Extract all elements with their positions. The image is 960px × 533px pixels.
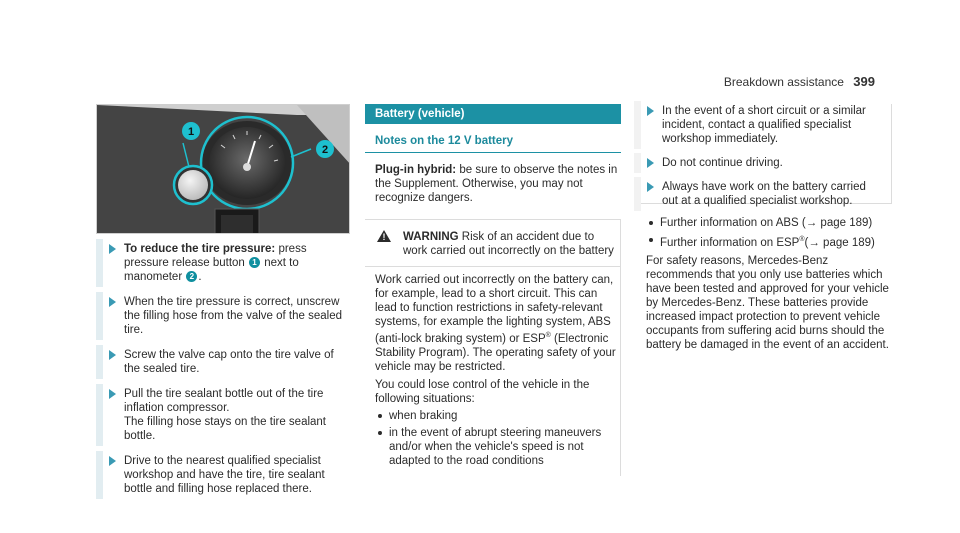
step-arrow-icon <box>109 244 116 254</box>
step-text: In the event of a short circuit or a similar incident, contact a qualified specialist workshop immediately. <box>662 105 866 145</box>
registered-mark: ® <box>799 236 805 243</box>
plugin-text: be sure to observe the notes in the Supplement. Otherwise, you may not recognize dangers. <box>375 164 618 204</box>
step-do-not-drive <box>634 156 881 170</box>
registered-mark: ® <box>545 332 551 339</box>
list-item: in the event of abrupt steering maneuvers and/or when the vehicle's speed is not adapted to the road conditions <box>375 426 620 468</box>
warning-label: WARNING <box>403 231 459 243</box>
warning-icon-mark: ! <box>382 232 386 242</box>
plugin-note <box>365 163 621 205</box>
step-text: When the tire pressure is correct, unscrew the filling hose from the valve of the sealed tire. <box>124 296 342 336</box>
arrow-icon: → <box>808 236 820 249</box>
warning-text: (Electronic Stability Program). The operating safety of your vehicle may be restricted. <box>375 332 616 373</box>
step-text: press pressure release button <box>124 243 307 269</box>
arrow-icon: → <box>805 217 818 229</box>
info-list <box>634 216 892 250</box>
step-arrow-icon <box>109 297 116 307</box>
page-number: 399 <box>853 74 875 89</box>
list-item: when braking <box>375 409 620 423</box>
divider <box>365 266 620 267</box>
step-text: Do not continue driving. <box>662 157 783 169</box>
step-unscrew-hose <box>96 295 352 337</box>
continuation-box <box>634 104 892 207</box>
plugin-bold: Plug-in hybrid: <box>375 164 457 176</box>
column-1 <box>96 242 352 507</box>
step-reduce-pressure <box>96 242 352 284</box>
step-text: next to manometer <box>124 257 299 283</box>
info-text: Further information on ESP <box>660 236 800 249</box>
step-text: . <box>198 271 202 283</box>
callout-badge-2: 2 <box>186 271 197 282</box>
step-arrow-icon <box>647 182 654 192</box>
safety-paragraph: For safety reasons, Mercedes-Benz recommends that you only use batteries which have been tested and approved for your vehicle by Mercedes-Benz. These batteries provide increased impact protection to prevent vehicle occupants from suffering acid burns should the battery be damaged in the event of an accident. <box>646 254 889 351</box>
column-2 <box>365 104 621 476</box>
warning-header <box>375 230 620 258</box>
info-abs <box>646 216 892 230</box>
warning-box <box>365 219 621 476</box>
warning-headline: Risk of an accident due to work carried out incorrectly on the battery <box>403 231 614 257</box>
step-short-circuit <box>634 104 881 146</box>
info-text: Further information on ABS ( <box>660 217 806 229</box>
step-screw-cap <box>96 348 352 376</box>
page-link[interactable]: page 189) <box>819 236 875 249</box>
callout-1-label: 1 <box>187 126 195 138</box>
info-esp <box>646 233 892 250</box>
step-bold-lead: To reduce the tire pressure: <box>124 243 276 255</box>
compressor-illustration <box>97 105 350 234</box>
step-arrow-icon <box>109 389 116 399</box>
step-pull-bottle <box>96 387 352 443</box>
step-arrow-icon <box>109 350 116 360</box>
subheading: Notes on the 12 V battery <box>365 134 621 153</box>
warning-body <box>375 273 620 374</box>
step-text: Drive to the nearest qualified specialist workshop and have the tire, tire sealant bottle and filling hose replaced there. <box>124 455 325 495</box>
warning-text: Work carried out incorrectly on the battery can, for example, lead to a short circuit. This can lead to function restrictions in safety-relevant systems, for example the lighting system, ABS (anti-lock braking system) or ESP <box>375 274 614 345</box>
callout-badge-1: 1 <box>249 257 260 268</box>
lose-control-text: You could lose control of the vehicle in the following situations: <box>375 378 590 405</box>
info-text: ( <box>804 236 809 249</box>
page-link[interactable]: page 189) <box>817 217 873 229</box>
step-arrow-icon <box>109 456 116 466</box>
section-name: Breakdown assistance <box>723 75 844 89</box>
page-header <box>724 74 875 89</box>
column-3 <box>634 104 892 352</box>
step-arrow-icon <box>647 106 654 116</box>
step-drive-workshop <box>96 454 352 496</box>
section-title: Battery (vehicle) <box>365 104 621 124</box>
step-text: Always have work on the battery carried out at a qualified specialist workshop. <box>662 181 866 207</box>
compressor-figure <box>96 104 350 234</box>
step-text: Pull the tire sealant bottle out of the tire inflation compressor. <box>124 388 324 414</box>
step-arrow-icon <box>647 158 654 168</box>
callout-2-label: 2 <box>321 144 329 156</box>
step-qualified-workshop <box>634 180 881 208</box>
step-text: Screw the valve cap onto the tire valve of the sealed tire. <box>124 349 334 375</box>
step-text: The filling hose stays on the tire sealant bottle. <box>124 416 327 442</box>
